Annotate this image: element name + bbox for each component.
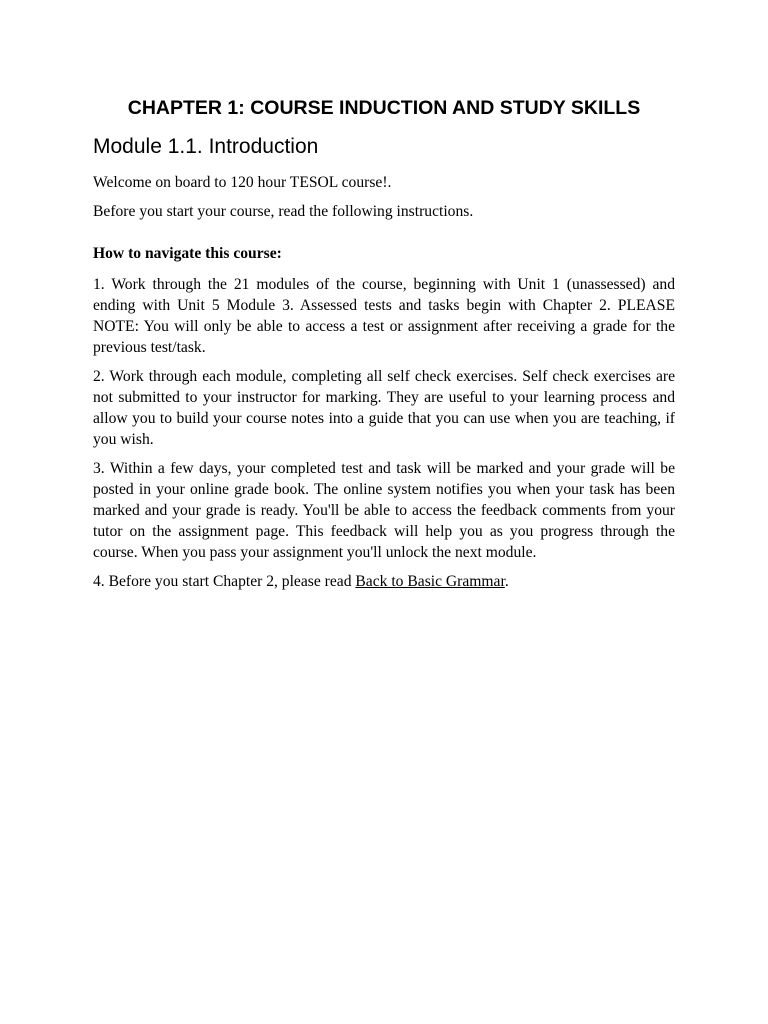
step-4-prefix: 4. Before you start Chapter 2, please read (93, 573, 356, 590)
navigation-heading: How to navigate this course: (93, 245, 282, 262)
document-page (93, 96, 675, 592)
navigation-step-2: 2. Work through each module, completing all self check exercises. Self check exercises are not submitted to your instructor for marking. They are useful to your learning process and allow you to build your course notes into a guide that you can use when you are teaching, if you wish. (93, 368, 675, 448)
chapter-title: CHAPTER 1: COURSE INDUCTION AND STUDY SKILLS (127, 97, 641, 119)
instructions-intro: Before you start your course, read the following instructions. (93, 203, 474, 220)
navigation-step-3: 3. Within a few days, your completed test and task will be marked and your grade will be posted in your online grade book. The online system notifies you when your task has been marked and your grade is ready. You'll be able to access the feedback comments from your tutor on the assignment page. This feedback will help you as you progress through the course. When you pass your assignment you'll unlock the next module. (93, 460, 675, 561)
navigation-step-4 (93, 571, 675, 592)
module-title: Module 1.1. Introduction (93, 135, 319, 158)
back-to-basic-grammar-link[interactable]: Back to Basic Grammar (355, 573, 505, 590)
step-4-suffix: . (504, 573, 509, 590)
navigation-step-1: 1. Work through the 21 modules of the course, beginning with Unit 1 (unassessed) and ending with Unit 5 Module 3. Assessed tests and tasks begin with Chapter 2. PLEASE NOTE: You will only be able to access a test or assignment after receiving a grade for the previous test/task. (93, 276, 675, 356)
welcome-text: Welcome on board to 120 hour TESOL course!. (93, 174, 392, 191)
